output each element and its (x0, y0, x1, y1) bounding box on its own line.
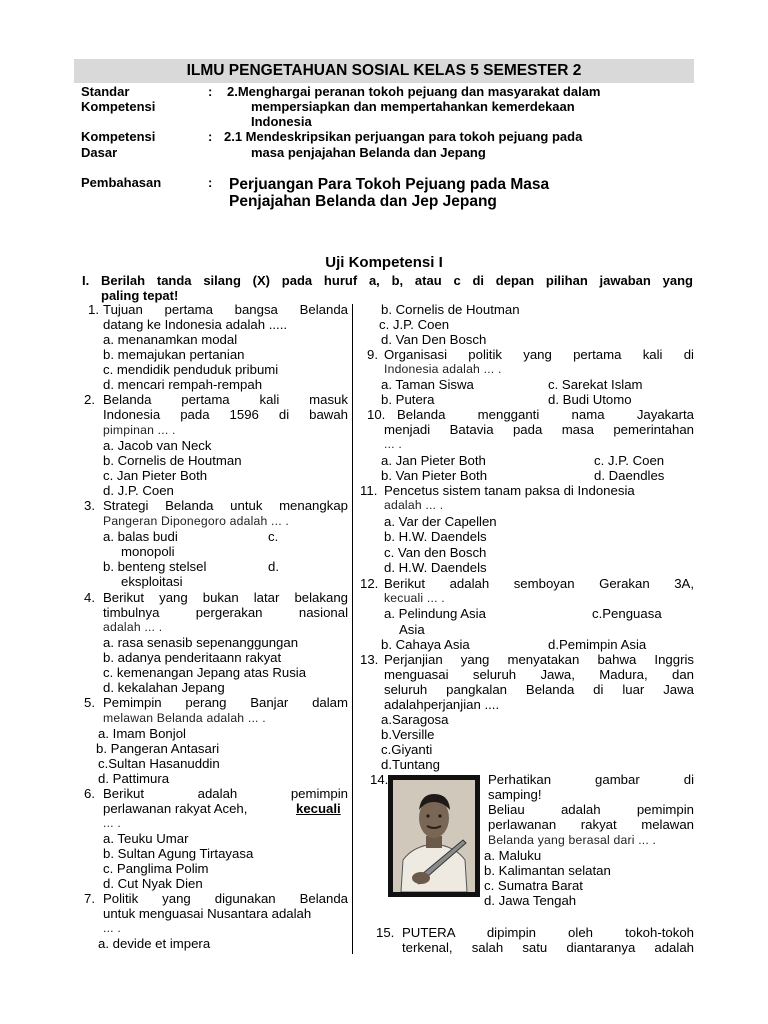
q10-option-a: a. Jan Pieter Both (381, 453, 486, 468)
q4-option-d: d. kekalahan Jepang (103, 680, 225, 695)
q3-option-d: eksploitasi (121, 574, 183, 589)
q2-option-d: d. J.P. Coen (103, 483, 174, 498)
q6-option-d: d. Cut Nyak Dien (103, 876, 203, 891)
q4-option-a: a. rasa senasib sepenanggungan (103, 635, 299, 650)
q3-option-b: b. benteng stelsel (103, 559, 207, 574)
q1-line: Tujuan pertama bangsa Belanda (103, 302, 348, 317)
q4-line: timbulnya pergerakan nasional (103, 605, 348, 620)
instruction-roman: I. (82, 273, 90, 288)
q2-number: 2. (84, 392, 95, 407)
q12-option-b: b. Cahaya Asia (381, 637, 470, 652)
pb-text-2: Penjajahan Belanda dan Jep Jepang (229, 193, 497, 210)
q11-number: 11. (360, 483, 378, 498)
q14-option-d: d. Jawa Tengah (484, 893, 577, 908)
q7-option-a: a. devide et impera (98, 936, 211, 951)
q7-line: ... . (103, 921, 121, 935)
sk-text-3: Indonesia (251, 114, 312, 129)
q4-line: adalah ... . (103, 620, 163, 634)
q2-option-b: b. Cornelis de Houtman (103, 453, 242, 468)
q2-option-a: a. Jacob van Neck (103, 438, 212, 453)
q6-option-b: b. Sultan Agung Tirtayasa (103, 846, 254, 861)
q3-line: Pangeran Diponegoro adalah ... . (103, 514, 289, 528)
q6-line: Berikut adalah pemimpin (103, 786, 348, 801)
sk-label-2: Kompetensi (81, 99, 156, 114)
instruction-line-1: Berilah tanda silang (X) pada huruf a, b, atau c di depan pilihan jawaban yang (101, 273, 693, 288)
q4-option-b: b. adanya penderitaann rakyat (103, 650, 282, 665)
sk-colon: : (208, 84, 213, 99)
q11-line: adalah ... . (384, 498, 444, 512)
q10-line: Belanda mengganti nama Jayakarta (397, 407, 694, 422)
q13-option-b: b.Versille (381, 727, 435, 742)
q10-line: ... . (384, 437, 402, 451)
q1-option-c: c. mendidik penduduk pribumi (103, 362, 279, 377)
q13-line: adalahperjanjian .... (384, 697, 500, 712)
q9-option-d: d. Budi Utomo (548, 392, 632, 407)
q13-line: seluruh pangkalan Belanda di luar Jawa (384, 682, 694, 697)
column-divider (352, 304, 353, 954)
q12-option-d: d.Pemimpin Asia (548, 637, 647, 652)
q14-option-a: a. Maluku (484, 848, 542, 863)
q6-option-c: c. Panglima Polim (103, 861, 209, 876)
instruction-line-2: paling tepat! (101, 288, 179, 303)
q8-option-b: b. Cornelis de Houtman (381, 302, 520, 317)
q8-option-d: d. Van Den Bosch (381, 332, 487, 347)
q3-option-c-letter: c. (268, 529, 279, 544)
q14-line: Beliau adalah pemimpin (488, 802, 694, 817)
q5-line: Pemimpin perang Banjar dalam (103, 695, 348, 710)
q3-number: 3. (84, 498, 95, 513)
q5-option-a: a. Imam Bonjol (98, 726, 186, 741)
q11-option-a: a. Var der Capellen (384, 514, 497, 529)
q13-option-a: a.Saragosa (381, 712, 449, 727)
portrait-photo (393, 780, 475, 892)
q14-option-b: b. Kalimantan selatan (484, 863, 611, 878)
q11-line: Pencetus sistem tanam paksa di Indonesia (384, 483, 635, 498)
q6-option-a: a. Teuku Umar (103, 831, 189, 846)
q13-option-d: d.Tuntang (381, 757, 440, 772)
section-title: Uji Kompetensi I (325, 254, 443, 271)
q14-line: perlawanan rakyat melawan (488, 817, 694, 832)
q5-line: melawan Belanda adalah ... . (103, 711, 266, 725)
q11-option-b: b. H.W. Daendels (384, 529, 487, 544)
kd-label-1: Kompetensi (81, 129, 156, 144)
q1-option-a: a. menanamkan modal (103, 332, 238, 347)
q11-option-c: c. Van den Bosch (384, 545, 487, 560)
q9-line: Organisasi politik yang pertama kali di (384, 347, 694, 362)
q6-number: 6. (84, 786, 95, 801)
q2-line: pimpinan ... . (103, 423, 176, 437)
sk-label-1: Standar (81, 84, 130, 99)
q4-number: 4. (84, 590, 95, 605)
q12-number: 12. (360, 576, 379, 591)
q1-option-b: b. memajukan pertanian (103, 347, 245, 362)
q4-option-c: c. kemenangan Jepang atas Rusia (103, 665, 307, 680)
q10-number: 10. (367, 407, 386, 422)
q12-option-a: a. Pelindung Asia (384, 606, 486, 621)
q1-option-d: d. mencari rempah-rempah (103, 377, 263, 392)
q14-option-c: c. Sumatra Barat (484, 878, 583, 893)
q12-line: kecuali ... . (384, 591, 445, 605)
kd-text-2: masa penjajahan Belanda dan Jepang (251, 145, 486, 160)
q7-line: untuk menguasai Nusantara adalah (103, 906, 312, 921)
q3-option-c: monopoli (121, 544, 175, 559)
q1-number: 1. (88, 302, 99, 317)
portrait-drawing (393, 780, 475, 892)
pb-text-1: Perjuangan Para Tokoh Pejuang pada Masa (229, 176, 550, 193)
sk-text-2: mempersiapkan dan mempertahankan kemerdekaan (251, 99, 575, 114)
q9-line: Indonesia adalah ... . (384, 362, 502, 376)
q6-line: perlawanan rakyat Aceh, (103, 801, 248, 816)
q6-kecuali: kecuali (296, 801, 341, 816)
kd-colon: : (208, 129, 213, 144)
pb-colon: : (208, 175, 213, 190)
q8-option-c: c. J.P. Coen (379, 317, 450, 332)
q5-option-d: d. Pattimura (98, 771, 170, 786)
q9-option-a: a. Taman Siswa (381, 377, 474, 392)
q15-number: 15. (376, 925, 395, 940)
page-title: ILMU PENGETAHUAN SOSIAL KELAS 5 SEMESTER 2 (186, 62, 582, 79)
q3-line: Strategi Belanda untuk menangkap (103, 498, 348, 513)
q5-number: 5. (84, 695, 95, 710)
q10-line: menjadi Batavia pada masa pemerintahan (384, 422, 694, 437)
kd-text-1: 2.1 Mendeskripsikan perjuangan para tokoh pejuang pada (224, 129, 583, 144)
q2-line: Indonesia pada 1596 di bawah (103, 407, 348, 422)
q6-line: ... . (103, 816, 121, 830)
q11-option-d: d. H.W. Daendels (384, 560, 487, 575)
q7-number: 7. (84, 891, 95, 906)
q2-line: Belanda pertama kali masuk (103, 392, 348, 407)
q14-line: Perhatikan gambar di (488, 772, 694, 787)
q13-number: 13. (360, 652, 379, 667)
q15-line: terkenal, salah satu diantaranya adalah (402, 940, 694, 955)
q14-line: samping! (488, 787, 542, 802)
q12-option-c: c.Penguasa (592, 606, 662, 621)
q9-number: 9. (367, 347, 378, 362)
q5-option-b: b. Pangeran Antasari (96, 741, 220, 756)
sk-text-1: 2.Menghargai peranan tokoh pejuang dan masyarakat dalam (227, 84, 601, 99)
q1-line: datang ke Indonesia adalah ..... (103, 317, 288, 332)
q3-option-a: a. balas budi (103, 529, 178, 544)
q5-option-c: c.Sultan Hasanuddin (98, 756, 220, 771)
q4-line: Berikut yang bukan latar belakang (103, 590, 348, 605)
q10-option-b: b. Van Pieter Both (381, 468, 488, 483)
q7-line: Politik yang digunakan Belanda (103, 891, 348, 906)
q13-option-c: c.Giyanti (381, 742, 433, 757)
q14-line: Belanda yang berasal dari ... . (488, 833, 657, 847)
q9-option-c: c. Sarekat Islam (548, 377, 643, 392)
q3-option-d-letter: d. (268, 559, 279, 574)
q14-number: 14. (370, 772, 389, 787)
q12-line: Berikut adalah semboyan Gerakan 3A, (384, 576, 694, 591)
q15-line: PUTERA dipimpin oleh tokoh-tokoh (402, 925, 694, 940)
q13-line: menguasai seluruh Jawa, Madura, dan (384, 667, 694, 682)
pb-label: Pembahasan (81, 175, 162, 190)
q10-option-d: d. Daendles (594, 468, 665, 483)
kd-label-2: Dasar (81, 145, 118, 160)
q9-option-b: b. Putera (381, 392, 435, 407)
q10-option-c: c. J.P. Coen (594, 453, 665, 468)
q13-line: Perjanjian yang menyatakan bahwa Inggris (384, 652, 694, 667)
q2-option-c: c. Jan Pieter Both (103, 468, 208, 483)
q12-option-c-cont: Asia (399, 622, 425, 637)
